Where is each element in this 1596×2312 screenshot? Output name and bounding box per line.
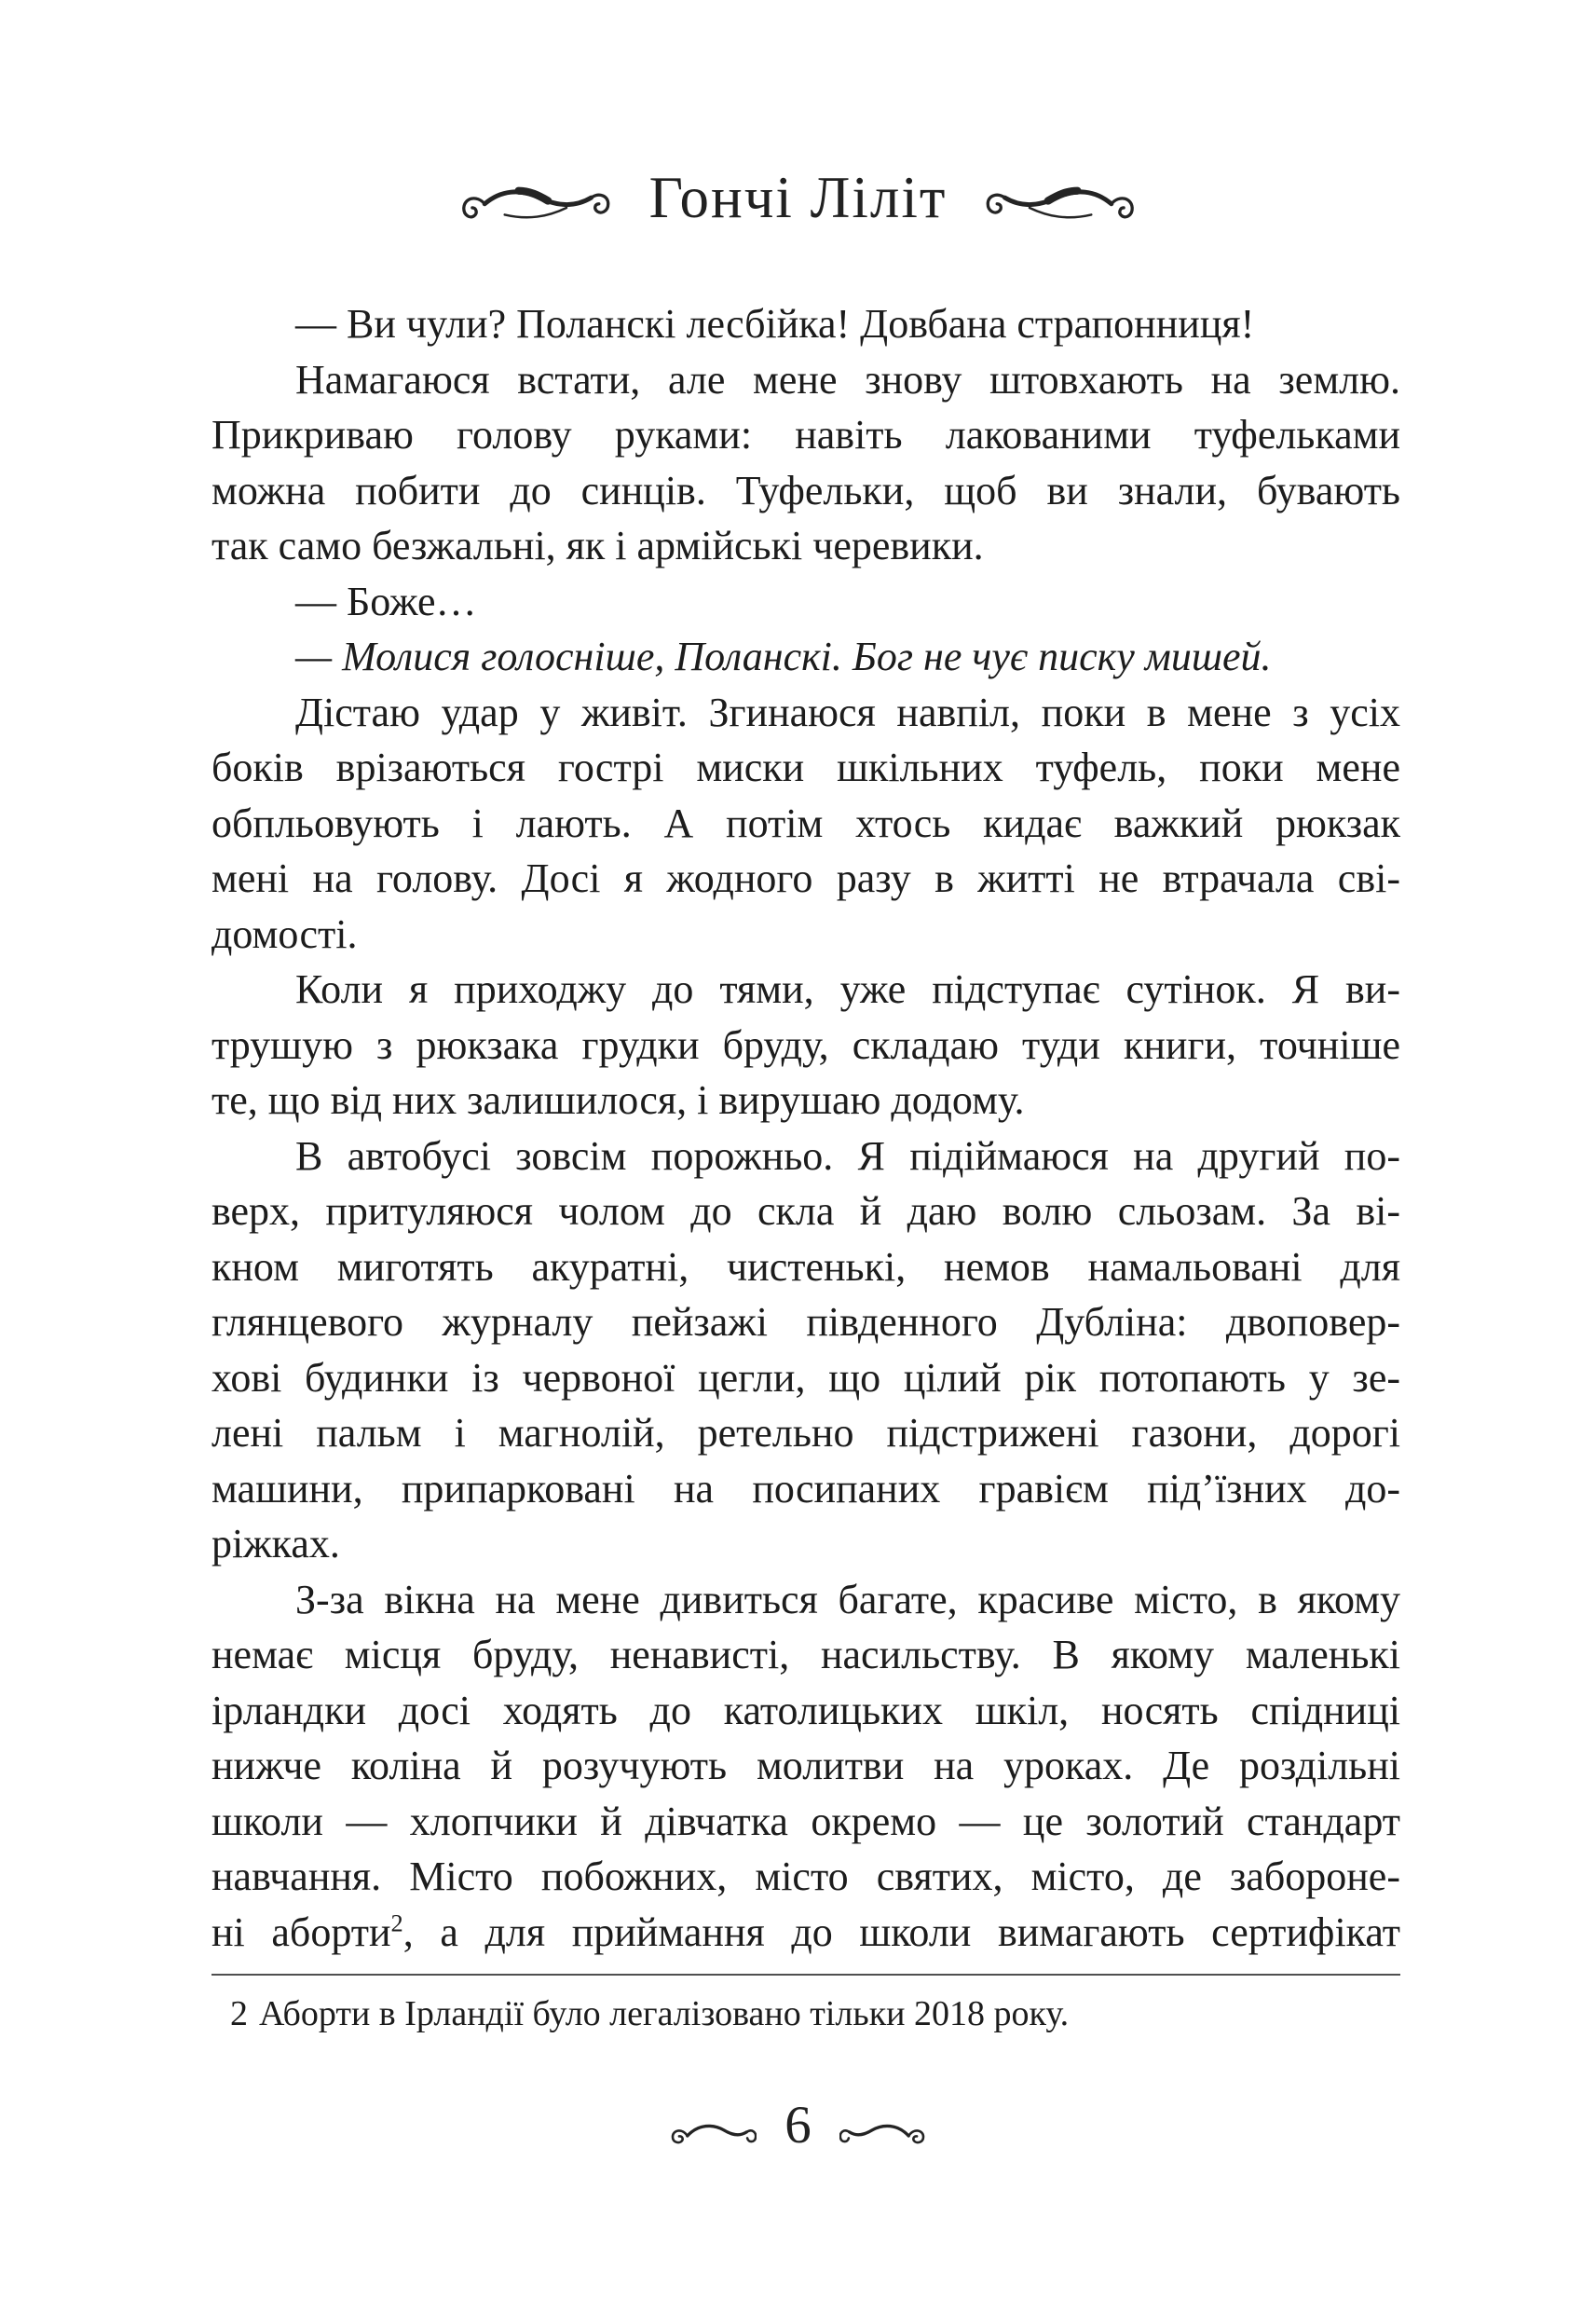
paragraph	[211, 352, 1400, 574]
text-line: глянцевого журналу пейзажі південного Дубліна: двоповер-	[211, 1299, 1400, 1345]
text-line: Прикриваю голову руками: навіть лакованими туфельками	[211, 412, 1400, 458]
text-line: — Молися голосніше, Поланскі. Бог не чує писку мишей.	[295, 634, 1272, 679]
header-flourish-right-icon	[975, 171, 1139, 226]
header-flourish-left-icon	[457, 171, 621, 226]
chapter-header	[0, 164, 1596, 232]
paragraph	[211, 1572, 1400, 1961]
paragraph	[211, 629, 1400, 685]
text-line: домості.	[211, 910, 358, 957]
text-line: боків врізаються гострі миски шкільних туфель, поки мене	[211, 745, 1400, 790]
text-line: ірландки досі ходять до католицьких шкіл, носять спідниці	[211, 1687, 1400, 1733]
paragraph	[211, 962, 1400, 1129]
text-line: обпльовують і лають. А потім хтось кидає важкий рюкзак	[211, 800, 1400, 846]
body-text	[211, 296, 1400, 1960]
paragraph	[211, 574, 1400, 630]
footer-flourish-left-icon	[669, 2117, 757, 2147]
text-line: — Ви чули? Поланскі лесбійка! Довбана страпонниця!	[295, 301, 1255, 347]
chapter-title: Гончі Ліліт	[648, 165, 948, 230]
footnote	[230, 1991, 1400, 2037]
paragraph	[211, 685, 1400, 963]
text-line: ні аборти$^2$, а для приймання до школи вимагають сертифікат	[211, 1908, 1400, 1955]
paragraph	[211, 1129, 1400, 1572]
page-footer	[0, 2095, 1596, 2155]
text-line: хові будинки із червоної цегли, що цілий рік потопають у зе-	[211, 1354, 1400, 1401]
footnote-divider	[211, 1974, 1400, 1976]
text-line: нижче коліна й розучують молитви на уроках. Де роздільні	[211, 1743, 1400, 1788]
text-line: В автобусі зовсім порожньо. Я підіймаюся на другий по-	[295, 1132, 1400, 1179]
footnote-marker: 2	[230, 1994, 248, 2033]
text-line: ріжках.	[211, 1521, 340, 1566]
footer-flourish-right-icon	[839, 2117, 927, 2147]
footnote-reference: 2	[390, 1908, 403, 1936]
text-line: — Боже…	[295, 578, 477, 624]
text-line: верх, притуляюся чолом до скла й даю волю сльозам. За ві-	[211, 1188, 1400, 1234]
text-line: те, що від них залишилося, і вирушаю додому.	[211, 1077, 1025, 1123]
text-line: Намагаюся встати, але мене знову штовхають на землю.	[295, 356, 1400, 403]
text-line: трушую з рюкзака грудки бруду, складаю туди книги, точніше	[211, 1021, 1400, 1068]
text-line: так само безжальні, як і армійські черевики.	[211, 523, 984, 568]
text-line: машини, припарковані на посипаних гравієм під’їзних до-	[211, 1465, 1400, 1512]
text-line: навчання. Місто побожних, місто святих, місто, де забороне-	[211, 1854, 1400, 1899]
page-number: 6	[784, 2096, 812, 2155]
text-line: Дістаю удар у живіт. Згинаюся навпіл, поки в мене з усіх	[295, 689, 1400, 735]
footnote-text: Аборти в Ірландії було легалізовано тільки 2018 року.	[259, 1994, 1070, 2033]
text-line: кном миготять акуратні, чистенькі, немов намальовані для	[211, 1243, 1400, 1290]
text-line: Коли я приходжу до тями, уже підступає сутінок. Я ви-	[295, 966, 1400, 1012]
text-line: можна побити до синців. Туфельки, щоб ви знали, бувають	[211, 467, 1400, 513]
text-line: школи — хлопчики й дівчатка окремо — це золотий стандарт	[211, 1798, 1400, 1844]
text-line: мені на голову. Досі я жодного разу в житті не втрачала сві-	[211, 855, 1400, 901]
paragraph	[211, 296, 1400, 352]
text-line: лені пальм і магнолій, ретельно підстрижені газони, дорогі	[211, 1410, 1400, 1456]
text-line: З-за вікна на мене дивиться багате, красиве місто, в якому	[295, 1576, 1400, 1622]
text-line: немає місця бруду, ненависті, насильству. В якому маленькі	[211, 1632, 1400, 1677]
